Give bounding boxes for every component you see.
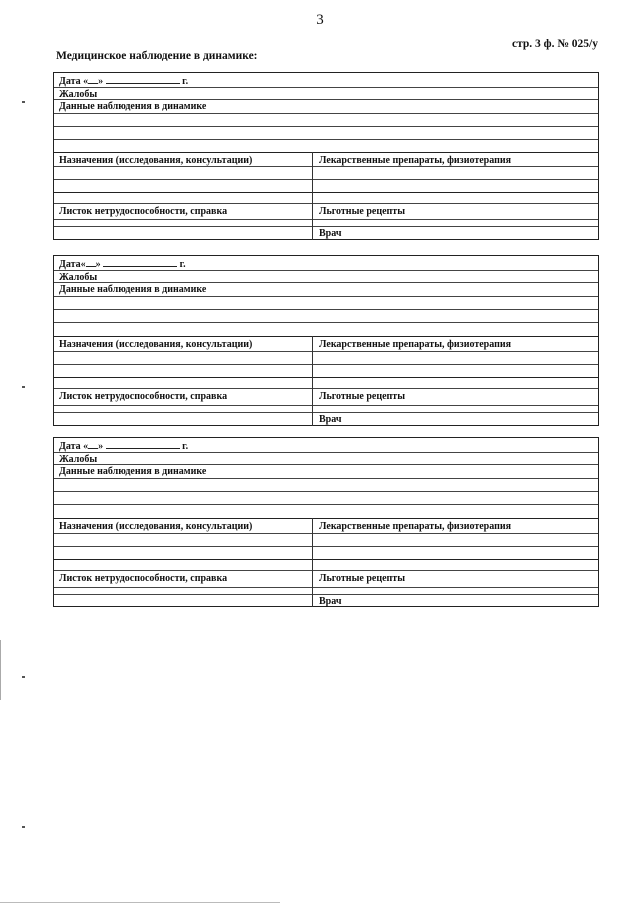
- blank-line[interactable]: [54, 546, 598, 547]
- observations-label: Данные наблюдения в динамике: [59, 101, 207, 112]
- blank-line[interactable]: [54, 113, 598, 114]
- complaints-label: Жалобы: [59, 89, 98, 100]
- scan-mark: [22, 676, 25, 678]
- blank-line[interactable]: [54, 491, 598, 492]
- scan-mark: [22, 826, 25, 828]
- preferential-rx-label: Льготные рецепты: [319, 391, 406, 402]
- section-title: Медицинское наблюдение в динамике:: [56, 50, 258, 62]
- preferential-rx-label: Льготные рецепты: [319, 206, 406, 217]
- sick-leave-row: [54, 203, 598, 217]
- preferential-rx-label: Льготные рецепты: [319, 573, 406, 584]
- sick-leave-row: [54, 388, 598, 402]
- blank-line[interactable]: [54, 587, 598, 588]
- prescriptions-label: Назначения (исследования, консультации): [59, 339, 253, 350]
- blank-line[interactable]: [54, 364, 598, 365]
- complaints-row[interactable]: [54, 87, 598, 100]
- blank-line[interactable]: [54, 166, 598, 167]
- blank-line[interactable]: [54, 309, 598, 310]
- blank-line[interactable]: [54, 351, 598, 352]
- blank-line[interactable]: [54, 322, 598, 323]
- scan-mark: [22, 101, 25, 103]
- complaints-label: Жалобы: [59, 272, 98, 283]
- blank-line[interactable]: [54, 559, 598, 560]
- observations-row[interactable]: [54, 464, 598, 477]
- doctor-label: Врач: [319, 596, 342, 607]
- observation-card-3: [53, 437, 599, 607]
- blank-line[interactable]: [54, 192, 598, 193]
- observations-label: Данные наблюдения в динамике: [59, 466, 207, 477]
- prescriptions-label: Назначения (исследования, консультации): [59, 155, 253, 166]
- doctor-label: Врач: [319, 414, 342, 425]
- complaints-row[interactable]: [54, 270, 598, 283]
- sick-leave-label: Листок нетрудоспособности, справка: [59, 573, 228, 584]
- blank-line[interactable]: [54, 504, 598, 505]
- prescriptions-row: [54, 152, 598, 166]
- doctor-row: [54, 226, 598, 239]
- sick-leave-row: [54, 570, 598, 584]
- medications-label: Лекарственные препараты, физиотерапия: [319, 155, 512, 166]
- complaints-label: Жалобы: [59, 454, 98, 465]
- column-divider: [312, 152, 313, 240]
- column-divider: [312, 518, 313, 607]
- observations-row[interactable]: [54, 282, 598, 295]
- observation-card-1: [53, 72, 599, 240]
- scan-edge: [0, 902, 280, 903]
- blank-line[interactable]: [54, 139, 598, 140]
- column-divider: [312, 336, 313, 426]
- page-number: 3: [316, 12, 324, 28]
- blank-line[interactable]: [54, 533, 598, 534]
- blank-line[interactable]: [54, 126, 598, 127]
- observation-card-2: [53, 255, 599, 426]
- blank-line[interactable]: [54, 179, 598, 180]
- sick-leave-label: Листок нетрудоспособности, справка: [59, 391, 228, 402]
- blank-line[interactable]: [54, 296, 598, 297]
- date-label[interactable]: Дата « » г.: [59, 441, 189, 452]
- doctor-label: Врач: [319, 228, 342, 239]
- medications-label: Лекарственные препараты, физиотерапия: [319, 339, 512, 350]
- date-label[interactable]: Дата « » г.: [59, 76, 189, 87]
- blank-line[interactable]: [54, 405, 598, 406]
- date-label[interactable]: Дата« » г.: [59, 259, 186, 270]
- prescriptions-row: [54, 336, 598, 350]
- observations-label: Данные наблюдения в динамике: [59, 284, 207, 295]
- complaints-row[interactable]: [54, 452, 598, 465]
- sick-leave-label: Листок нетрудоспособности, справка: [59, 206, 228, 217]
- blank-line[interactable]: [54, 219, 598, 220]
- scan-mark: [22, 386, 25, 388]
- scan-edge: [0, 640, 1, 700]
- blank-line[interactable]: [54, 377, 598, 378]
- observations-row[interactable]: [54, 99, 598, 112]
- doctor-row: [54, 412, 598, 425]
- prescriptions-label: Назначения (исследования, консультации): [59, 521, 253, 532]
- medications-label: Лекарственные препараты, физиотерапия: [319, 521, 512, 532]
- blank-line[interactable]: [54, 478, 598, 479]
- prescriptions-row: [54, 518, 598, 532]
- form-reference: стр. 3 ф. № 025/у: [512, 38, 598, 50]
- doctor-row: [54, 594, 598, 607]
